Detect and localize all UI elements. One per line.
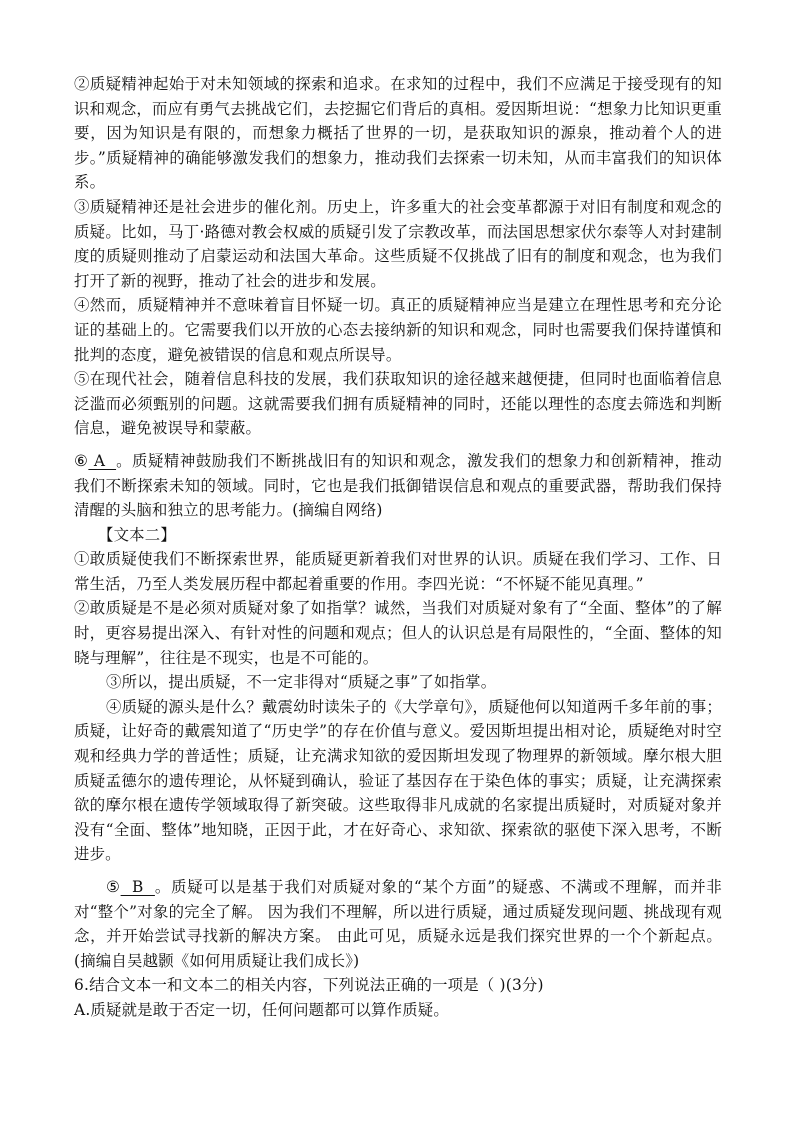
text1-paragraph-3: ③质疑精神还是社会进步的催化剂。历史上，许多重大的社会变革都源于对旧有制度和观念的质疑。比如，马丁·路德对教会权威的质疑引发了宗教改革，而法国思想家伏尔泰等人对封建制度的质疑则推动了启蒙运动和法国大革命。这些质疑不仅挑战了旧有的制度和观念，也为我们打开了新的视野，推动了社会的进步和发展。 <box>74 197 722 290</box>
text1-paragraph-6 <box>74 449 722 523</box>
paragraph-text: 。质疑精神鼓励我们不断挑战旧有的知识和观念，激发我们的想象力和创新精神，推动我们不断探索未知的领域。同时，它也是我们抵御错误信息和观点的重要武器，帮助我们保持清醒的头脑和独立的思考能力。(摘编自网络) <box>74 451 723 520</box>
blank-a: A <box>88 451 117 470</box>
document-page <box>74 72 722 1023</box>
paragraph-number: ⑤ <box>106 878 121 896</box>
paragraph-text: 。质疑可以是基于我们对质疑对象的“某个方面”的疑惑、不满或不理解，而并非对“整个”对象的完全了解。 因为我们不理解，所以进行质疑，通过质疑发现问题、挑战现有观念，并开始尝试寻找新的解决方案。 由此可见，质疑永远是我们探究世界的一个个新起点。 (摘编自吴越颢《如何用质疑让我们成长》) <box>74 878 723 970</box>
blank-b: B <box>120 878 155 896</box>
paragraph-number: ⑥ <box>74 451 89 470</box>
text2-paragraph-5 <box>74 875 722 973</box>
question-6-option-a: A.质疑就是敢于否定一切，任何问题都可以算作质疑。 <box>74 1000 449 1019</box>
text2-paragraph-3: ③所以，提出质疑，不一定非得对“质疑之事”了如指掌。 <box>106 673 497 692</box>
text1-paragraph-2: ②质疑精神起始于对未知领域的探索和追求。在求知的过程中，我们不应满足于接受现有的知识和观念，而应有勇气去挑战它们，去挖掘它们背后的真相。爱因斯坦说：“想象力比知识更重要，因为知识是有限的，而想象力概括了世界的一切，是获取知识的源泉，推动着个人的进步。”质疑精神的确能够激发我们的想象力，推动我们去探索一切未知，从而丰富我们的知识体系。 <box>74 75 722 192</box>
question-6-stem: 6.结合文本一和文本二的相关内容，下列说法正确的一项是（ )(3分) <box>74 976 544 995</box>
text1-paragraph-4: ④然而，质疑精神并不意味着盲目怀疑一切。真正的质疑精神应当是建立在理性思考和充分论证的基础上的。它需要我们以开放的心态去接纳新的知识和观念，同时也需要我们保持谨慎和批判的态度，避免被错误的信息和观点所误导。 <box>74 296 722 364</box>
text2-paragraph-1: ①敢质疑使我们不断探索世界，能质疑更新着我们对世界的认识。质疑在我们学习、工作、日常生活，乃至人类发展历程中都起着重要的作用。李四光说：“不怀疑不能见真理。” <box>74 550 722 593</box>
text2-paragraph-4: ④质疑的源头是什么？戴震幼时读朱子的《大学章句》，质疑他何以知道两千多年前的事；质疑，让好奇的戴震知道了“历史学”的存在价值与意义。爱因斯坦提出相对论，质疑绝对时空观和经典力学的普适性；质疑，让充满求知欲的爱因斯坦发现了物理界的新领域。摩尔根大胆质疑孟德尔的遗传理论，从怀疑到确认，验证了基因存在于染色体的事实；质疑，让充满探索欲的摩尔根在遗传学领域取得了新突破。这些取得非凡成就的名家提出质疑时，对质疑对象并没有“全面、整体”地知晓，正因于此，才在好奇心、求知欲、探索欲的驱使下深入思考，不断进步。 <box>74 697 722 864</box>
text2-paragraph-2: ②敢质疑是不是必须对质疑对象了如指掌？诚然，当我们对质疑对象有了“全面、整体”的了解时，更容易提出深入、有针对性的问题和观点；但人的认识总是有局限性的，“全面、整体的知晓与理解”，往往是不现实，也是不可能的。 <box>74 599 722 667</box>
text2-heading: 【文本二】 <box>98 525 176 544</box>
text1-paragraph-5: ⑤在现代社会，随着信息科技的发展，我们获取知识的途径越来越便捷，但同时也面临着信息泛滥而必须甄别的问题。这就需要我们拥有质疑精神的同时，还能以理性的态度去筛选和判断信息，避免被误导和蒙蔽。 <box>74 370 722 438</box>
